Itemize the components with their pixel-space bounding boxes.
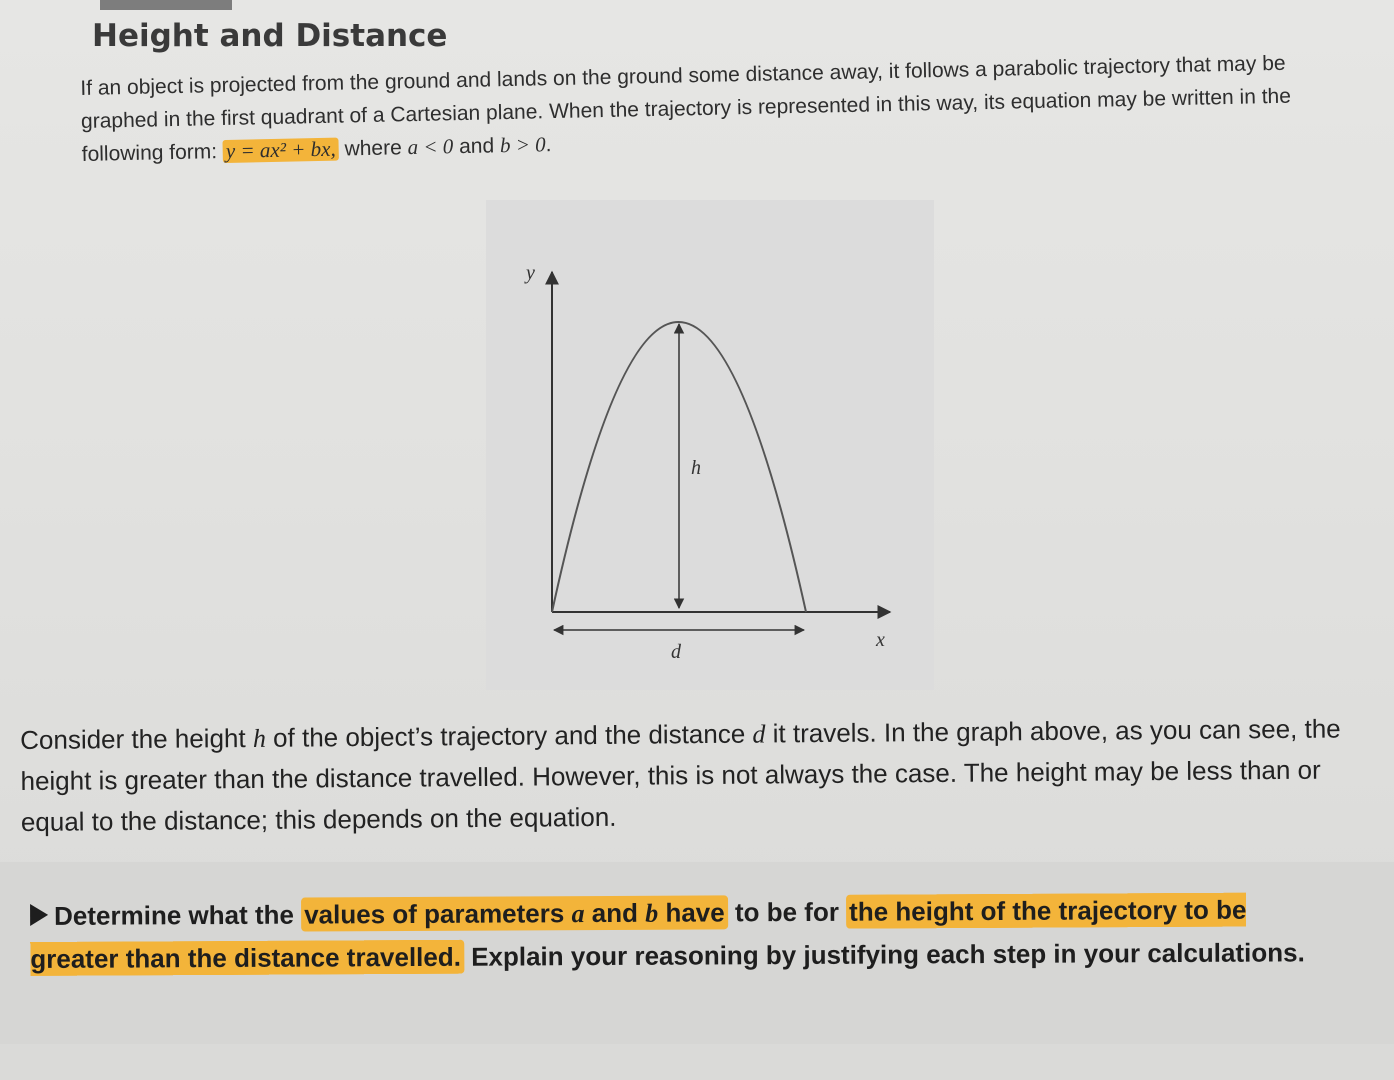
trajectory-figure bbox=[486, 200, 934, 690]
intro-paragraph bbox=[80, 46, 1312, 171]
intro-where: where bbox=[338, 136, 408, 161]
intro-end: . bbox=[545, 133, 552, 157]
parameter-a: a bbox=[571, 899, 585, 929]
intro-text: If an object is projected from the ground and lands on the ground some distance away, it follows a parabolic trajectory that may be graphed in the first quadrant of a Cartesian plane. When the trajectory is represented in this way, its equation may be written in the following form: bbox=[80, 51, 1292, 166]
x-axis-label: x bbox=[876, 629, 885, 651]
height-variable: h bbox=[252, 723, 267, 753]
equation-highlight bbox=[223, 138, 339, 163]
task-highlight-have: have bbox=[658, 897, 725, 928]
section-tab-strip bbox=[100, 0, 232, 10]
distance-label: d bbox=[671, 641, 681, 663]
section-title: Height and Distance bbox=[92, 18, 448, 54]
explanation-text-3: it travels. In the graph above, as you can see, the height is greater than the distance travelled. However, this is not always the case. The height may be less than or equal to the distance; this depends on the equation. bbox=[20, 713, 1341, 837]
condition-a: a < 0 bbox=[407, 134, 454, 160]
y-axis-label: y bbox=[526, 262, 535, 284]
parameter-b: b bbox=[645, 898, 659, 928]
explanation-paragraph bbox=[20, 708, 1371, 843]
intro-and: and bbox=[453, 134, 501, 159]
distance-variable: d bbox=[752, 719, 766, 749]
equation: y = ax² + bx, bbox=[225, 136, 336, 163]
task-text-3: Explain your reasoning by justifying each step in your calculations. bbox=[463, 937, 1305, 972]
task-text-1: Determine what the bbox=[54, 899, 302, 931]
figure-background bbox=[486, 200, 934, 690]
height-label: h bbox=[691, 457, 701, 479]
explanation-text-2: of the object’s trajectory and the distance bbox=[265, 718, 753, 753]
task-text-2: to be for bbox=[727, 896, 847, 928]
task-highlight-and: and bbox=[584, 897, 646, 929]
task-instruction bbox=[30, 888, 1330, 981]
explanation-text-1: Consider the height bbox=[20, 722, 254, 755]
triangle-bullet-icon bbox=[30, 904, 48, 926]
task-highlight-text-1: values of parameters bbox=[304, 898, 572, 930]
task-highlight-2: the height of the trajectory to be greater than the distance travelled. bbox=[30, 894, 1247, 974]
trajectory-graph bbox=[486, 200, 934, 690]
condition-b: b > 0 bbox=[499, 132, 546, 158]
task-highlight-1 bbox=[301, 895, 728, 931]
